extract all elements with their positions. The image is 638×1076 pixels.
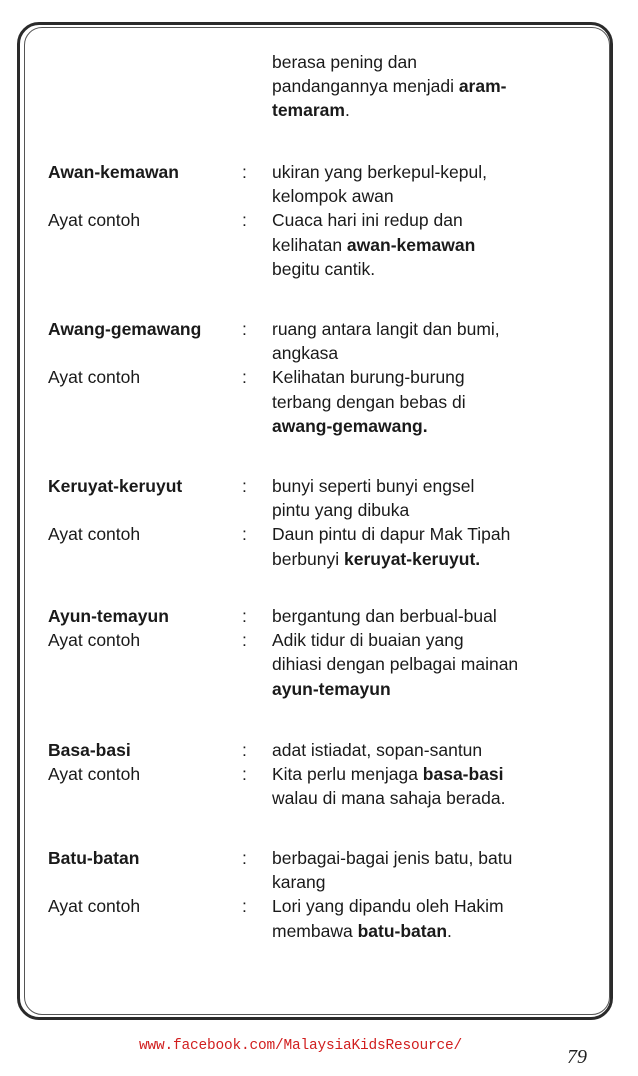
cont-bold-2: temaram bbox=[272, 100, 345, 121]
colon: : bbox=[242, 367, 247, 388]
entry-meaning: bunyi seperti bunyi engsel pintu yang dibuka bbox=[272, 476, 475, 521]
entry-term: Ayun-temayun bbox=[48, 606, 169, 626]
colon: : bbox=[242, 896, 247, 917]
entry-meaning: bergantung dan berbual-bual bbox=[272, 606, 497, 626]
continued-example: berasa pening dan pandangannya menjadi aram- temaram. bbox=[272, 50, 592, 123]
entry-meaning: ruang antara langit dan bumi, angkasa bbox=[272, 319, 500, 364]
example-sentence: Cuaca hari ini redup dan kelihatan awan-kemawan begitu cantik. bbox=[272, 210, 476, 279]
entry-keruyat-keruyut bbox=[48, 474, 588, 571]
colon: : bbox=[242, 606, 247, 626]
colon: : bbox=[242, 764, 247, 785]
colon: : bbox=[242, 476, 247, 496]
example-sentence: Lori yang dipandu oleh Hakim membawa batu-batan. bbox=[272, 896, 504, 941]
entry-term: Basa-basi bbox=[48, 740, 131, 760]
colon: : bbox=[242, 319, 247, 339]
entry-meaning: ukiran yang berkepul-kepul, kelompok awan bbox=[272, 162, 487, 207]
example-sentence: Kita perlu menjaga basa-basi walau di mana sahaja berada. bbox=[272, 764, 506, 809]
page-number: 79 bbox=[567, 1046, 587, 1068]
example-label: Ayat contoh bbox=[48, 764, 141, 785]
example-label: Ayat contoh bbox=[48, 367, 141, 388]
footer-url-watermark: www.facebook.com/MalaysiaKidsResource/ bbox=[139, 1038, 463, 1054]
cont-line-2: pandangannya menjadi bbox=[272, 76, 459, 97]
example-sentence: Kelihatan burung-burung terbang dengan bebas di awang-gemawang. bbox=[272, 367, 466, 436]
example-label: Ayat contoh bbox=[48, 896, 141, 917]
entry-term: Awang-gemawang bbox=[48, 319, 202, 339]
entry-term: Keruyat-keruyut bbox=[48, 476, 183, 496]
example-label: Ayat contoh bbox=[48, 210, 141, 231]
example-sentence: Daun pintu di dapur Mak Tipah berbunyi keruyat-keruyut. bbox=[272, 524, 511, 569]
cont-line-1: berasa pening dan bbox=[272, 52, 417, 72]
colon: : bbox=[242, 630, 247, 651]
entry-batu-batan bbox=[48, 846, 588, 943]
cont-bold-1: aram- bbox=[458, 76, 507, 97]
entry-awang-gemawang bbox=[48, 317, 588, 438]
entry-term: Batu-batan bbox=[48, 848, 140, 868]
entry-meaning: adat istiadat, sopan-santun bbox=[272, 740, 483, 760]
colon: : bbox=[242, 162, 247, 182]
colon: : bbox=[242, 524, 247, 545]
colon: : bbox=[242, 740, 247, 760]
colon: : bbox=[242, 848, 247, 868]
entry-ayun-temayun bbox=[48, 604, 588, 701]
entry-meaning: berbagai-bagai jenis batu, batu karang bbox=[272, 848, 513, 893]
example-label: Ayat contoh bbox=[48, 524, 141, 545]
entry-awan-kemawan bbox=[48, 160, 588, 281]
example-label: Ayat contoh bbox=[48, 630, 141, 651]
entry-basa-basi bbox=[48, 738, 588, 811]
entry-term: Awan-kemawan bbox=[48, 162, 179, 182]
colon: : bbox=[242, 210, 247, 231]
example-sentence: Adik tidur di buaian yang dihiasi dengan pelbagai mainan ayun-temayun bbox=[272, 630, 519, 699]
